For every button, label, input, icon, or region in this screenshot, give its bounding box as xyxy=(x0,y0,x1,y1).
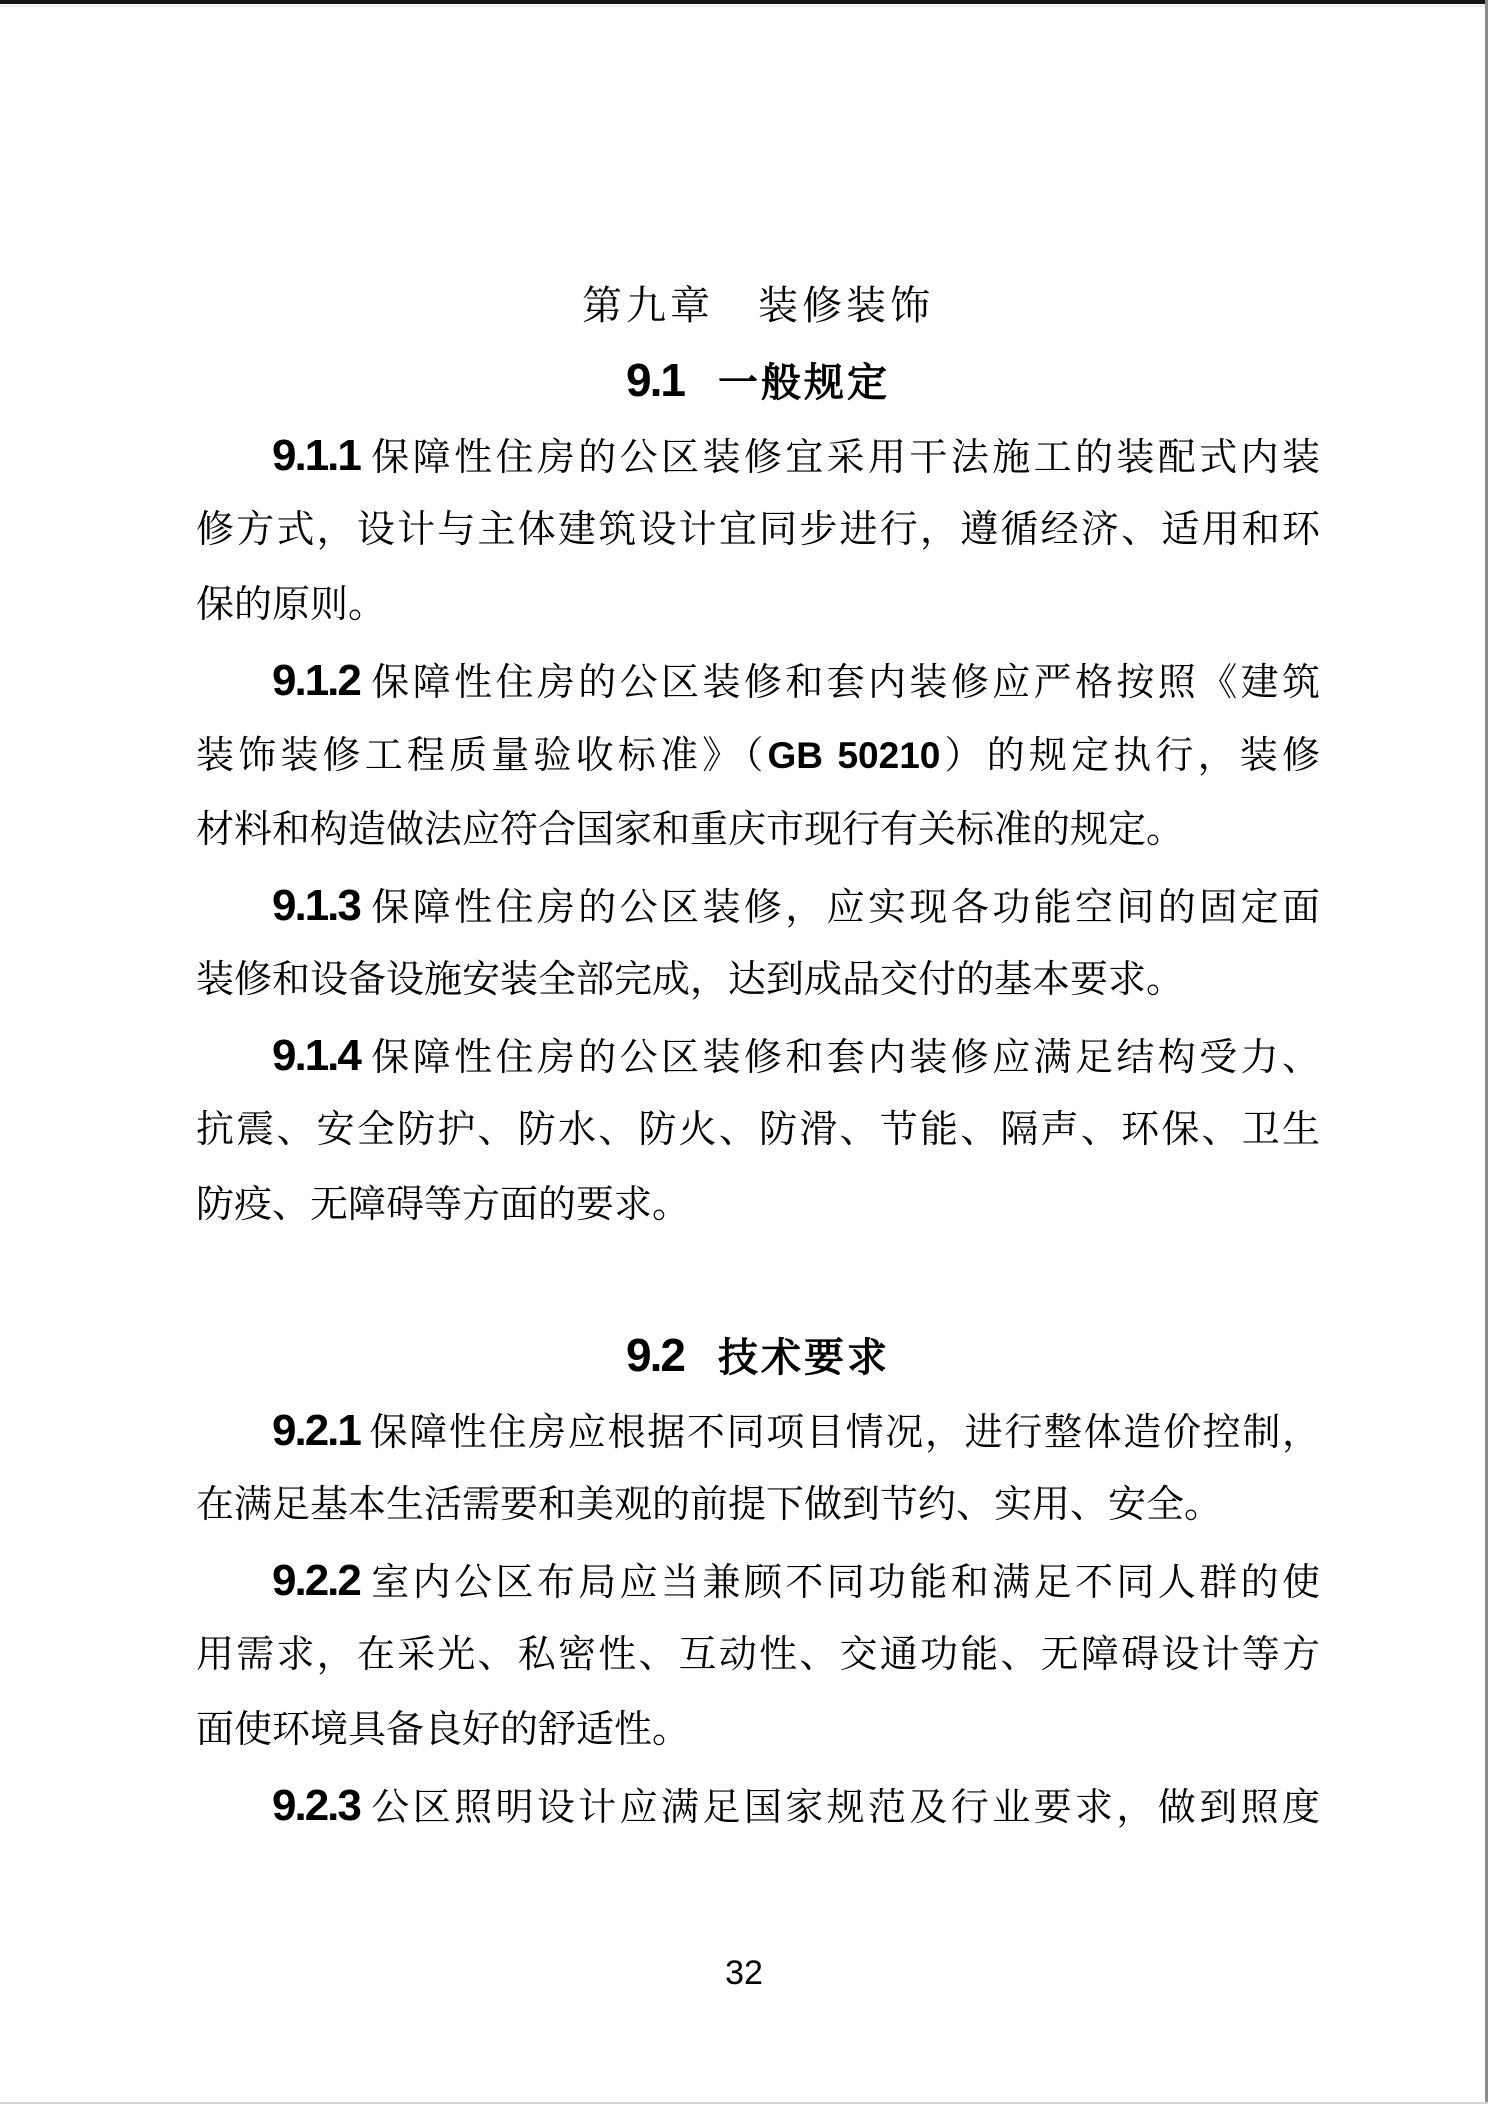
para-9-1-4-text-2: 抗震、安全防护、防水、防火、防滑、节能、隔声、环保、卫生 xyxy=(196,1109,1320,1151)
para-9-2-1-line-1 xyxy=(196,1393,1320,1468)
para-9-1-2-line-1 xyxy=(196,643,1320,718)
para-9-1-3-text-1: 保障性住房的公区装修，应实现各功能空间的固定面 xyxy=(367,887,1320,929)
top-window-edge xyxy=(0,0,1488,4)
para-9-2-2-number: 9.2.2 xyxy=(272,1556,360,1605)
para-9-2-2-text-3: 面使环境具备良好的舒适性。 xyxy=(196,1709,691,1751)
para-9-2-1-text-2: 在满足基本生活需要和美观的前提下做到节约、实用、安全。 xyxy=(196,1484,1223,1526)
para-9-1-2-text-2a: 装饰装修工程质量验收标准》（ xyxy=(196,735,768,777)
para-9-1-1-text-3: 保的原则。 xyxy=(196,584,387,626)
para-9-2-1-text-1: 保障性住房应根据不同项目情况，进行整体造价控制， xyxy=(367,1412,1320,1454)
para-9-1-2-text-3: 材料和构造做法应符合国家和重庆市现行有关标准的规定。 xyxy=(196,809,1185,851)
section-9-2-title: 技术要求 xyxy=(717,1335,890,1380)
para-9-1-2-line-3 xyxy=(196,793,1320,868)
para-9-2-3-line-1 xyxy=(196,1768,1320,1843)
para-9-2-3-text-1: 公区照明设计应满足国家规范及行业要求，做到照度 xyxy=(367,1787,1320,1829)
para-9-1-3-number: 9.1.3 xyxy=(272,881,360,930)
para-9-2-2-line-1 xyxy=(196,1543,1320,1618)
para-9-1-3-text-2: 装修和设备设施安装全部完成，达到成品交付的基本要求。 xyxy=(196,959,1185,1001)
para-9-1-4-text-1: 保障性住房的公区装修和套内装修应满足结构受力、 xyxy=(367,1037,1320,1079)
para-9-1-2-text-2b: ）的规定执行，装修 xyxy=(940,735,1320,777)
para-9-1-1-text-1: 保障性住房的公区装修宜采用干法施工的装配式内装 xyxy=(367,437,1320,479)
para-9-2-2-text-2: 用需求，在采光、私密性、互动性、交通功能、无障碍设计等方 xyxy=(196,1634,1320,1676)
chapter-title: 第九章 装修装饰 xyxy=(582,283,934,328)
para-9-1-3-line-1 xyxy=(196,868,1320,943)
section-9-1-title: 一般规定 xyxy=(717,360,890,405)
para-9-2-1-line-2 xyxy=(196,1468,1320,1543)
para-9-1-1-line-3 xyxy=(196,568,1320,643)
para-9-1-3-line-2 xyxy=(196,943,1320,1018)
section-9-2-number: 9.2 xyxy=(626,1329,684,1381)
page-content xyxy=(196,268,1320,1843)
para-9-2-2-text-1: 室内公区布局应当兼顾不同功能和满足不同人群的使 xyxy=(367,1562,1320,1604)
page-number: 32 xyxy=(725,1954,763,1992)
para-9-1-1-text-2: 修方式，设计与主体建筑设计宜同步进行，遵循经济、适用和环 xyxy=(196,509,1320,551)
para-9-2-1-number: 9.2.1 xyxy=(272,1406,360,1455)
para-9-1-4-line-3 xyxy=(196,1168,1320,1243)
para-9-1-2-line-2 xyxy=(196,718,1320,793)
para-9-1-1-line-2 xyxy=(196,493,1320,568)
standard-code-gb-50210: GB 50210 xyxy=(767,735,941,776)
section-9-1-number: 9.1 xyxy=(626,354,684,406)
para-9-1-4-text-3: 防疫、无障碍等方面的要求。 xyxy=(196,1184,691,1226)
para-9-1-4-line-2 xyxy=(196,1093,1320,1168)
section-9-1-heading xyxy=(196,343,1320,418)
para-9-1-2-number: 9.1.2 xyxy=(272,656,360,705)
para-9-2-3-number: 9.2.3 xyxy=(272,1781,360,1830)
spacer-line xyxy=(196,1243,1320,1318)
para-9-1-1-line-1 xyxy=(196,418,1320,493)
top-edge-highlight xyxy=(0,5,1488,7)
para-9-2-2-line-3 xyxy=(196,1693,1320,1768)
para-9-2-2-line-2 xyxy=(196,1618,1320,1693)
para-9-1-2-text-1: 保障性住房的公区装修和套内装修应严格按照《建筑 xyxy=(367,662,1320,704)
section-9-2-heading xyxy=(196,1318,1320,1393)
para-9-1-4-line-1 xyxy=(196,1018,1320,1093)
para-9-1-4-number: 9.1.4 xyxy=(272,1031,360,1080)
para-9-1-1-number: 9.1.1 xyxy=(272,431,360,480)
